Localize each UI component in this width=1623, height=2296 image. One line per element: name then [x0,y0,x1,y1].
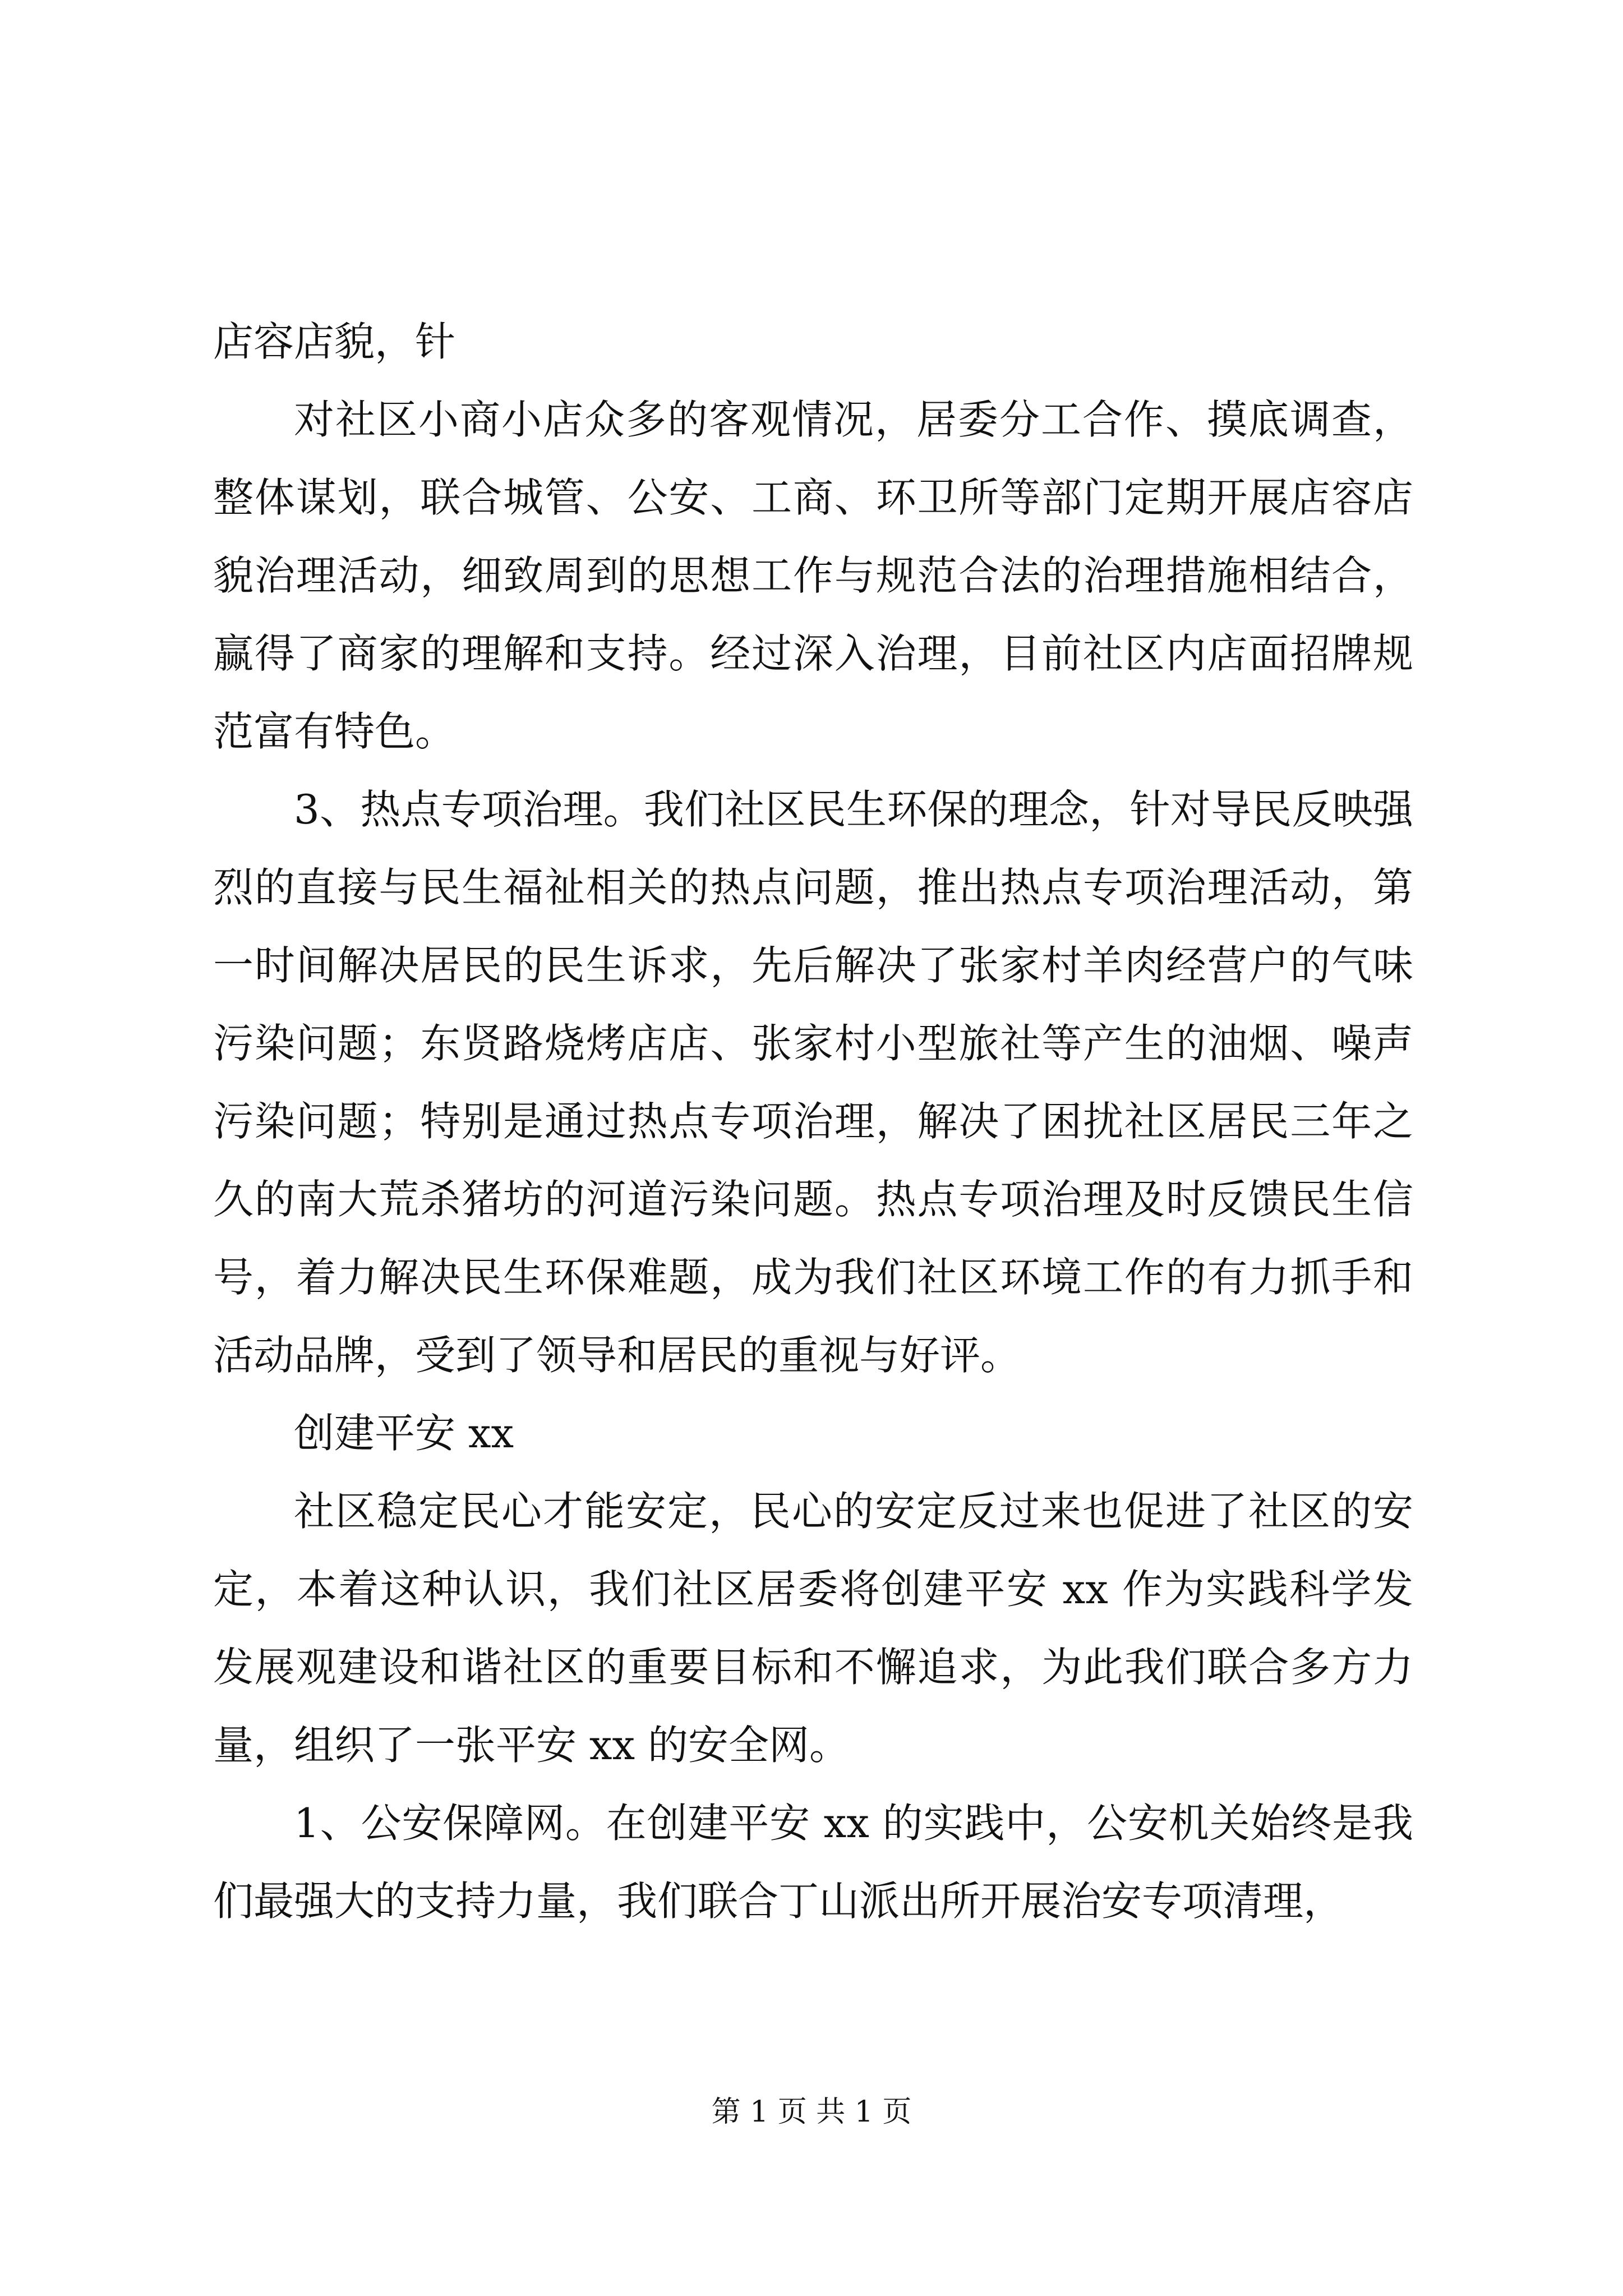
paragraph-4: 社区稳定民心才能安定，民心的安定反过来也促进了社区的安定，本着这种认识，我们社区居委将创建平安 xx 作为实践科学发发展观建设和谐社区的重要目标和不懈追求，为此我们联合多方力量，组织了一张平安 xx 的安全网。 [213,1488,1413,1769]
page-footer: 第 1 页 共 1 页 [711,2095,912,2129]
paragraph-1: 店容店貌，针 [213,318,456,365]
paragraph-5: 1、公安保障网。在创建平安 xx 的实践中，公安机关始终是我们最强大的支持力量，我们联合丁山派出所开展治安专项清理， [213,1800,1413,1925]
document-body [213,303,1413,1940]
section-heading: 创建平安 xx [294,1410,514,1457]
paragraph-2: 对社区小商小店众多的客观情况，居委分工合作、摸底调查，整体谋划，联合城管、公安、工商、环卫所等部门定期开展店容店貌治理活动，细致周到的思想工作与规范合法的治理措施相结合，赢得了商家的理解和支持。经过深入治理，目前社区内店面招牌规范富有特色。 [213,396,1413,755]
paragraph-3: 3、热点专项治理。我们社区民生环保的理念，针对导民反映强烈的直接与民生福祉相关的热点问题，推出热点专项治理活动，第一时间解决居民的民生诉求，先后解决了张家村羊肉经营户的气味污染问题；东贤路烧烤店店、张家村小型旅社等产生的油烟、噪声污染问题；特别是通过热点专项治理，解决了困扰社区居民三年之久的南大荒杀猪坊的河道污染问题。热点专项治理及时反馈民生信号，着力解决民生环保难题，成为我们社区环境工作的有力抓手和活动品牌，受到了领导和居民的重视与好评。 [213,786,1413,1379]
